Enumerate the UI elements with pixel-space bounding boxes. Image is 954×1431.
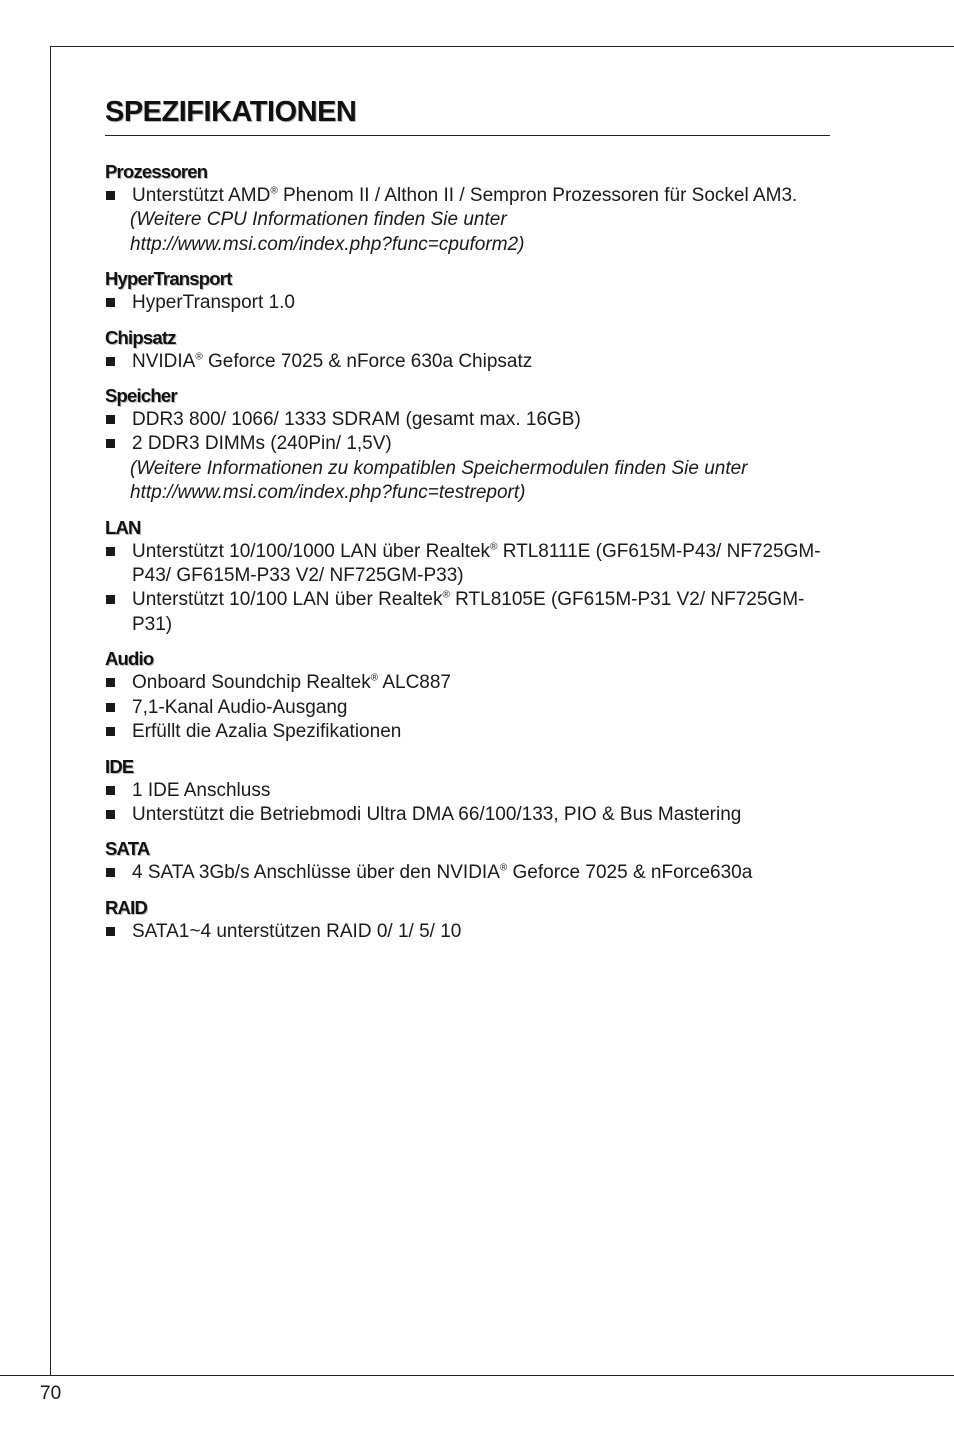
list-item [105, 540, 830, 589]
list-item [105, 803, 830, 827]
section-lan [105, 516, 830, 638]
item-text: DDR3 800/ 1066/ 1333 SDRAM (gesamt max. 16GB) [132, 409, 581, 431]
list-item [105, 432, 830, 456]
registered-mark: ® [270, 185, 278, 197]
item-text: HyperTransport 1.0 [132, 292, 295, 314]
list-item [105, 920, 830, 944]
item-list [105, 540, 830, 638]
note-line: (Weitere CPU Informationen finden Sie unter [130, 209, 507, 231]
item-text: Unterstützt die Betriebmodi Ultra DMA 66/100/133, PIO & Bus Mastering [132, 803, 742, 825]
item-text: Geforce 7025 & nForce630a [507, 862, 753, 884]
page-frame-bottom-rule [0, 1375, 954, 1376]
item-text: Unterstützt 10/100/1000 LAN über Realtek [132, 540, 491, 562]
square-bullet-icon [106, 703, 115, 712]
item-text: 7,1-Kanal Audio-Ausgang [132, 696, 348, 718]
list-item [105, 696, 830, 720]
list-item [105, 720, 830, 744]
item-text: 4 SATA 3Gb/s Anschlüsse über den NVIDIA [132, 862, 500, 884]
list-item [105, 861, 830, 885]
note-url: http://www.msi.com/index.php?func=cpuform2) [130, 233, 525, 255]
item-list [105, 861, 830, 885]
square-bullet-icon [106, 786, 115, 795]
page-frame-left-rule [50, 46, 51, 1375]
registered-mark: ® [499, 862, 508, 874]
section-heading: Speicher [105, 385, 177, 407]
square-bullet-icon [106, 547, 115, 556]
section-heading: LAN [105, 516, 141, 538]
section-heading: SATA [105, 838, 150, 860]
section-heading: Audio [105, 648, 154, 670]
page-content [105, 96, 830, 954]
item-text: Unterstützt AMD [132, 185, 271, 206]
section-heading: Prozessoren [105, 161, 208, 182]
list-item [105, 779, 830, 803]
section-heading: IDE [105, 755, 134, 777]
list-item [105, 350, 830, 374]
section-chipsatz [105, 326, 830, 374]
item-list [105, 779, 830, 828]
section-heading: RAID [105, 896, 148, 918]
item-text: SATA1~4 unterstützen RAID 0/ 1/ 5/ 10 [132, 920, 462, 942]
page-frame-top-rule [50, 46, 954, 47]
item-text: Erfüllt die Azalia Spezifikationen [132, 721, 402, 743]
item-list [105, 408, 830, 457]
registered-mark: ® [195, 351, 203, 363]
reference-note [105, 208, 830, 257]
item-text: RTL8105E (GF615M-P31 V2/ NF725GM-P31) [132, 589, 805, 635]
square-bullet-icon [106, 678, 115, 687]
square-bullet-icon [106, 927, 115, 936]
item-text: NVIDIA [132, 350, 196, 372]
section-sata [105, 837, 830, 885]
note-url: http://www.msi.com/index.php?func=testreport) [130, 482, 526, 504]
section-heading: Chipsatz [105, 326, 176, 348]
section-raid [105, 896, 830, 944]
square-bullet-icon [106, 868, 115, 877]
square-bullet-icon [106, 415, 115, 424]
item-list [105, 350, 830, 374]
item-list [105, 671, 830, 744]
list-item [105, 291, 830, 315]
section-heading: HyperTransport [105, 268, 232, 290]
section-prozessoren [105, 160, 830, 257]
item-text: RTL8111E (GF615M-P43/ NF725GM-P43/ GF615M-P33 V2/ NF725GM-P33) [132, 540, 821, 587]
section-ide [105, 755, 830, 828]
page-number: 70 [40, 1383, 62, 1404]
section-audio [105, 647, 830, 744]
item-list [105, 184, 830, 208]
square-bullet-icon [106, 595, 115, 604]
square-bullet-icon [106, 727, 115, 736]
section-speicher [105, 384, 830, 506]
item-text: Geforce 7025 & nForce 630a Chipsatz [202, 350, 533, 372]
item-text: 1 IDE Anschluss [132, 779, 271, 801]
item-text: Phenom II / Althon II / Sempron Prozessoren für Sockel AM3. [277, 185, 798, 206]
page-title: SPEZIFIKATIONEN [105, 96, 830, 136]
registered-mark: ® [442, 590, 450, 602]
note-line: (Weitere Informationen zu kompatiblen Speichermodulen finden Sie unter [130, 457, 748, 479]
item-text: Unterstützt 10/100 LAN über Realtek [132, 589, 443, 611]
square-bullet-icon [106, 357, 115, 366]
registered-mark: ® [490, 541, 498, 553]
item-text: 2 DDR3 DIMMs (240Pin/ 1,5V) [132, 433, 392, 455]
item-text: Onboard Soundchip Realtek [132, 672, 371, 694]
item-list [105, 920, 830, 944]
square-bullet-icon [106, 439, 115, 448]
reference-note [105, 457, 830, 506]
item-text: ALC887 [378, 672, 451, 694]
section-hypertransport [105, 267, 830, 315]
spec-sections [105, 160, 830, 944]
item-list [105, 291, 830, 315]
list-item [105, 184, 830, 208]
registered-mark: ® [370, 672, 379, 684]
list-item [105, 671, 830, 695]
square-bullet-icon [106, 191, 115, 200]
list-item [105, 588, 830, 637]
list-item [105, 408, 830, 432]
square-bullet-icon [106, 298, 115, 307]
square-bullet-icon [106, 810, 115, 819]
